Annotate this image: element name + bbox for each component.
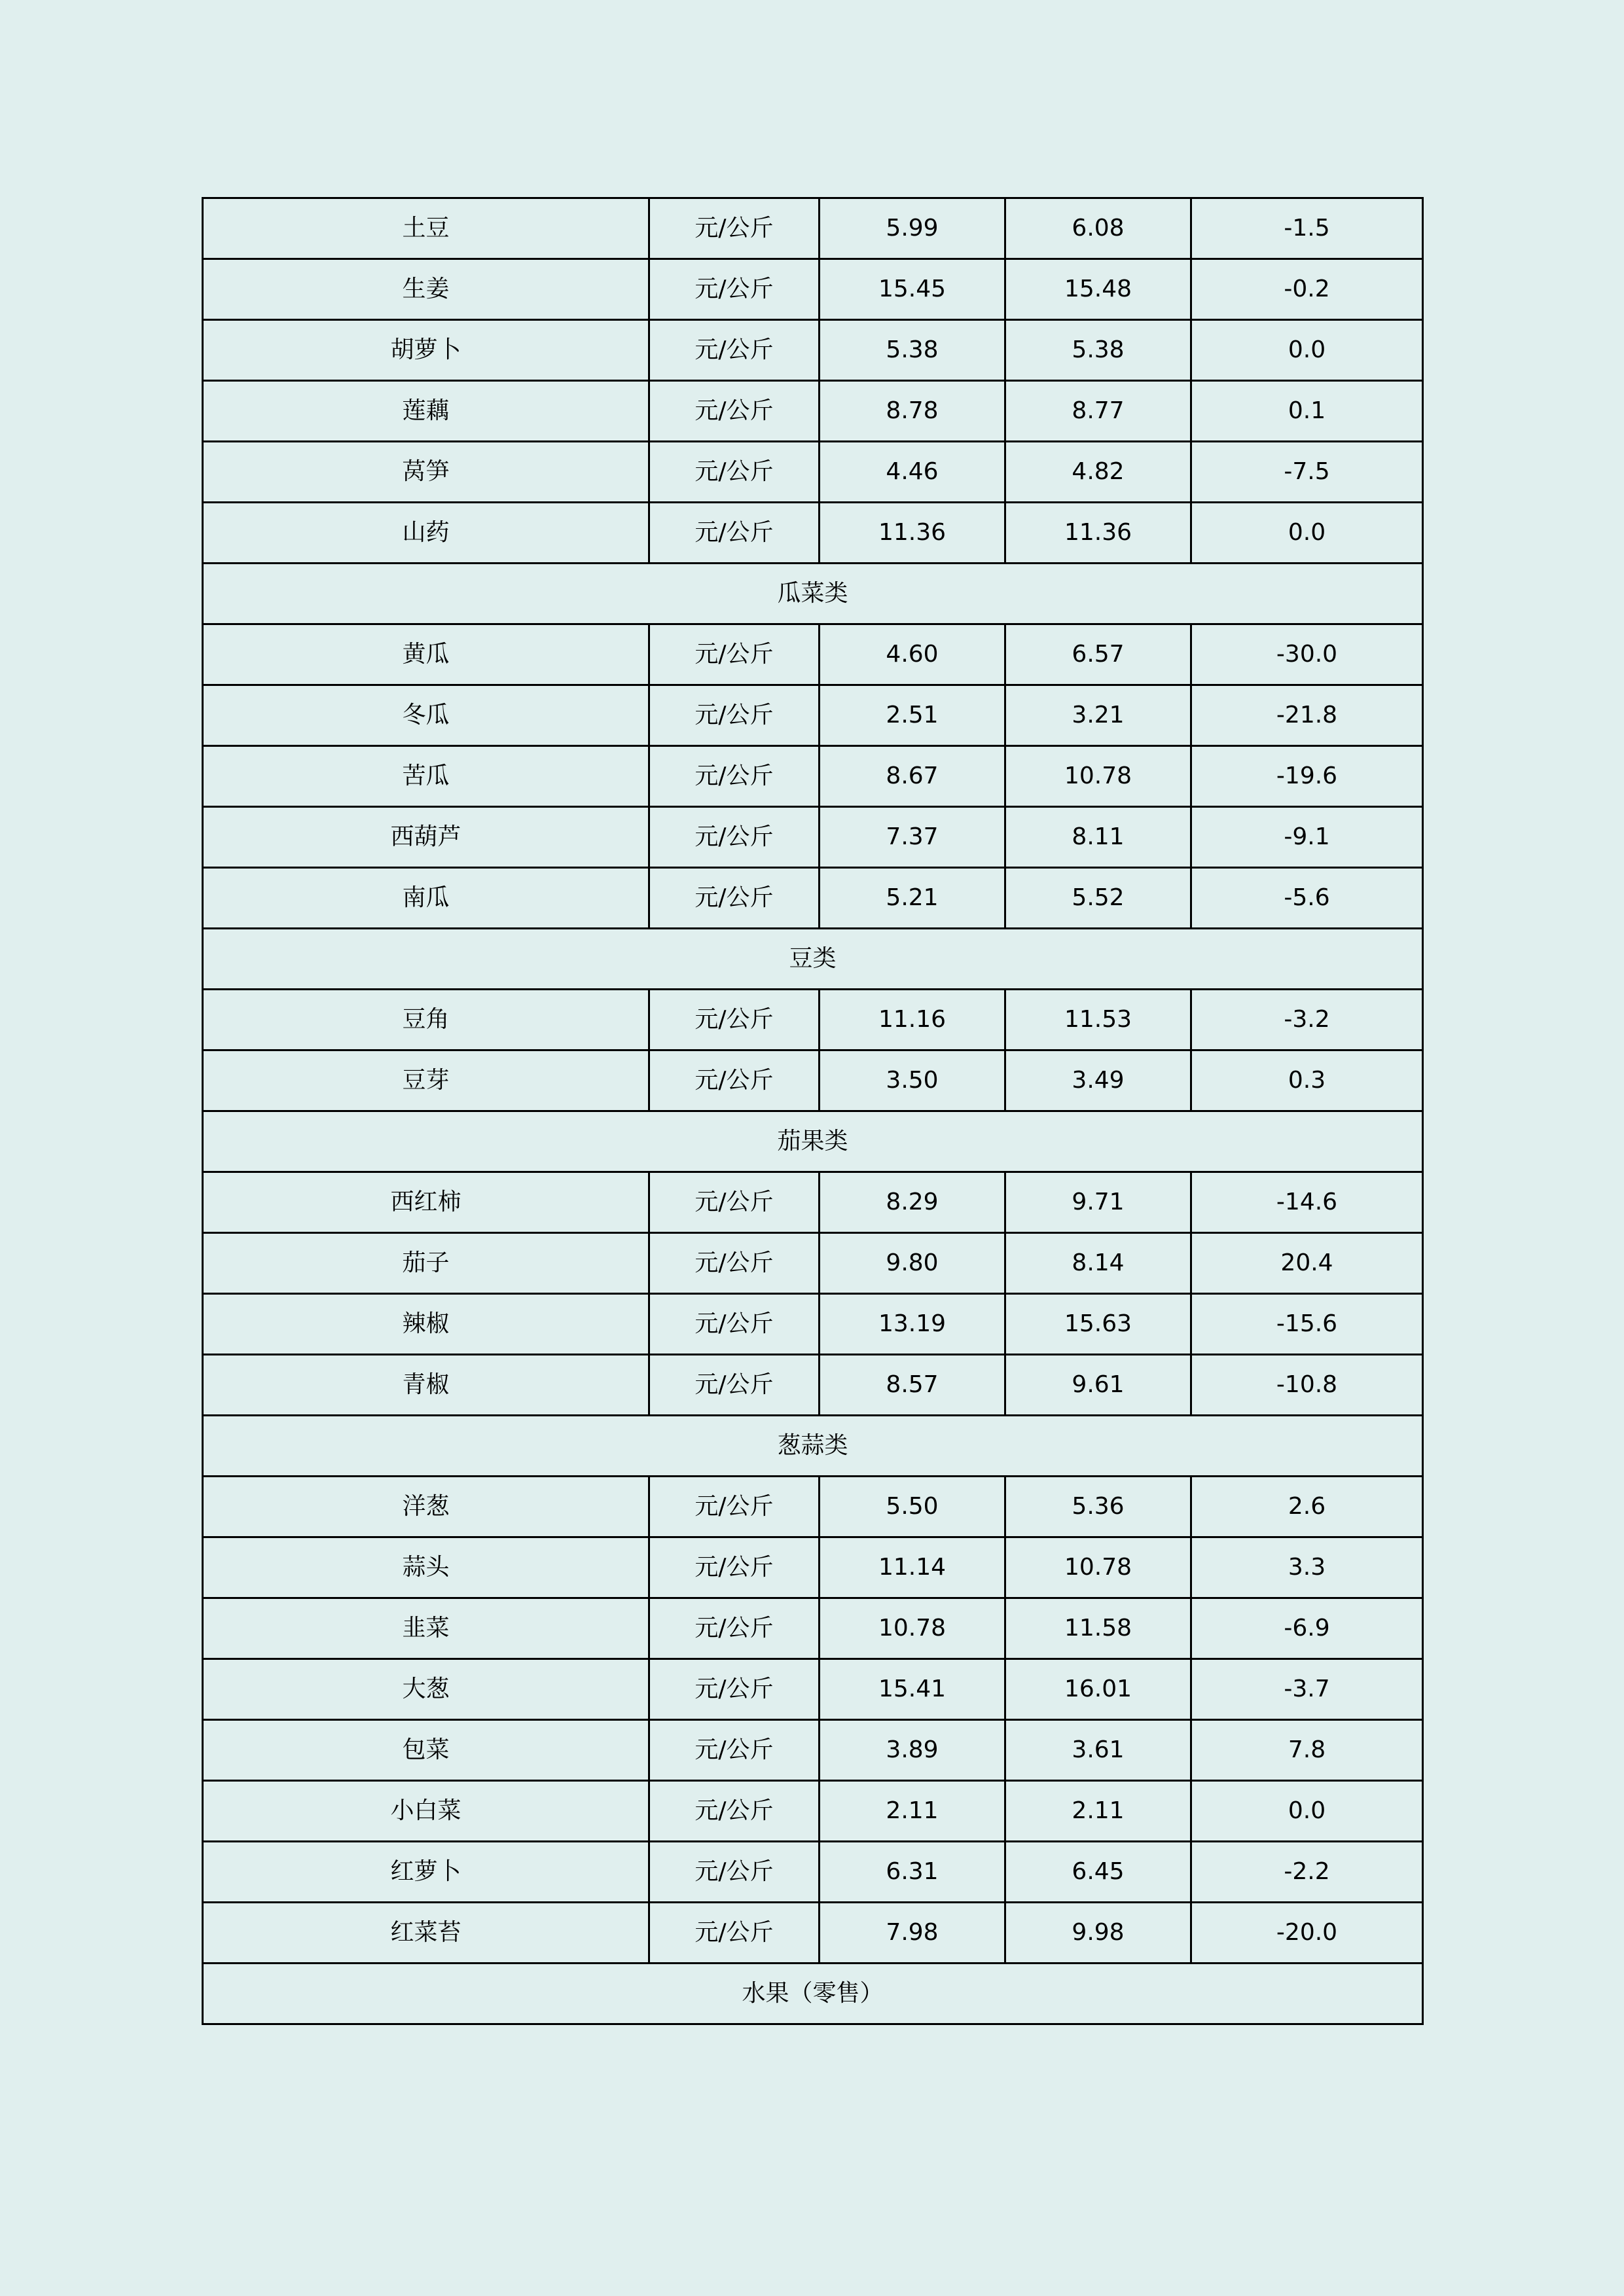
unit-cell: 元/公斤 xyxy=(649,320,820,381)
previous-price-cell: 2.11 xyxy=(1005,1781,1191,1842)
table-row xyxy=(203,259,1423,320)
table-row xyxy=(203,1477,1423,1537)
previous-price-cell: 11.58 xyxy=(1005,1598,1191,1659)
unit-cell: 元/公斤 xyxy=(649,1477,820,1537)
item-name-cell: 韭菜 xyxy=(203,1598,649,1659)
change-percent-cell: -20.0 xyxy=(1191,1903,1423,1964)
category-label: 豆类 xyxy=(203,929,1423,990)
table-row xyxy=(203,1781,1423,1842)
unit-cell: 元/公斤 xyxy=(649,868,820,929)
change-percent-cell: -30.0 xyxy=(1191,624,1423,685)
item-name-cell: 红菜苔 xyxy=(203,1903,649,1964)
change-percent-cell: 2.6 xyxy=(1191,1477,1423,1537)
change-percent-cell: 3.3 xyxy=(1191,1537,1423,1598)
category-label: 水果（零售） xyxy=(203,1964,1423,2024)
current-price-cell: 5.99 xyxy=(820,198,1005,259)
change-percent-cell: 0.0 xyxy=(1191,320,1423,381)
previous-price-cell: 6.57 xyxy=(1005,624,1191,685)
current-price-cell: 5.50 xyxy=(820,1477,1005,1537)
table-row xyxy=(203,746,1423,807)
current-price-cell: 8.57 xyxy=(820,1355,1005,1416)
unit-cell: 元/公斤 xyxy=(649,1172,820,1233)
current-price-cell: 11.16 xyxy=(820,990,1005,1050)
previous-price-cell: 3.61 xyxy=(1005,1720,1191,1781)
category-row xyxy=(203,564,1423,624)
item-name-cell: 西红柿 xyxy=(203,1172,649,1233)
item-name-cell: 冬瓜 xyxy=(203,685,649,746)
unit-cell: 元/公斤 xyxy=(649,1598,820,1659)
current-price-cell: 8.78 xyxy=(820,381,1005,442)
category-label: 茄果类 xyxy=(203,1111,1423,1172)
previous-price-cell: 3.21 xyxy=(1005,685,1191,746)
previous-price-cell: 6.08 xyxy=(1005,198,1191,259)
change-percent-cell: 0.0 xyxy=(1191,1781,1423,1842)
current-price-cell: 4.60 xyxy=(820,624,1005,685)
category-row xyxy=(203,1416,1423,1477)
table-row xyxy=(203,442,1423,503)
change-percent-cell: -10.8 xyxy=(1191,1355,1423,1416)
item-name-cell: 胡萝卜 xyxy=(203,320,649,381)
item-name-cell: 山药 xyxy=(203,503,649,564)
change-percent-cell: 0.0 xyxy=(1191,503,1423,564)
table-row xyxy=(203,1659,1423,1720)
unit-cell: 元/公斤 xyxy=(649,381,820,442)
unit-cell: 元/公斤 xyxy=(649,624,820,685)
unit-cell: 元/公斤 xyxy=(649,807,820,868)
current-price-cell: 13.19 xyxy=(820,1294,1005,1355)
category-row xyxy=(203,1964,1423,2024)
item-name-cell: 包菜 xyxy=(203,1720,649,1781)
current-price-cell: 15.45 xyxy=(820,259,1005,320)
item-name-cell: 西葫芦 xyxy=(203,807,649,868)
current-price-cell: 15.41 xyxy=(820,1659,1005,1720)
unit-cell: 元/公斤 xyxy=(649,198,820,259)
table-row xyxy=(203,1355,1423,1416)
table-row xyxy=(203,868,1423,929)
previous-price-cell: 15.63 xyxy=(1005,1294,1191,1355)
unit-cell: 元/公斤 xyxy=(649,1842,820,1903)
current-price-cell: 8.67 xyxy=(820,746,1005,807)
change-percent-cell: -3.2 xyxy=(1191,990,1423,1050)
change-percent-cell: 20.4 xyxy=(1191,1233,1423,1294)
item-name-cell: 辣椒 xyxy=(203,1294,649,1355)
category-row xyxy=(203,929,1423,990)
item-name-cell: 土豆 xyxy=(203,198,649,259)
category-row xyxy=(203,1111,1423,1172)
unit-cell: 元/公斤 xyxy=(649,1294,820,1355)
current-price-cell: 5.21 xyxy=(820,868,1005,929)
current-price-cell: 7.98 xyxy=(820,1903,1005,1964)
item-name-cell: 豆角 xyxy=(203,990,649,1050)
change-percent-cell: -5.6 xyxy=(1191,868,1423,929)
change-percent-cell: -14.6 xyxy=(1191,1172,1423,1233)
price-table xyxy=(202,197,1424,2025)
item-name-cell: 苦瓜 xyxy=(203,746,649,807)
unit-cell: 元/公斤 xyxy=(649,746,820,807)
item-name-cell: 红萝卜 xyxy=(203,1842,649,1903)
item-name-cell: 生姜 xyxy=(203,259,649,320)
previous-price-cell: 5.36 xyxy=(1005,1477,1191,1537)
unit-cell: 元/公斤 xyxy=(649,259,820,320)
current-price-cell: 11.14 xyxy=(820,1537,1005,1598)
item-name-cell: 大葱 xyxy=(203,1659,649,1720)
change-percent-cell: -21.8 xyxy=(1191,685,1423,746)
change-percent-cell: 7.8 xyxy=(1191,1720,1423,1781)
unit-cell: 元/公斤 xyxy=(649,1050,820,1111)
table-row xyxy=(203,990,1423,1050)
previous-price-cell: 9.61 xyxy=(1005,1355,1191,1416)
change-percent-cell: -3.7 xyxy=(1191,1659,1423,1720)
table-row xyxy=(203,685,1423,746)
previous-price-cell: 6.45 xyxy=(1005,1842,1191,1903)
current-price-cell: 4.46 xyxy=(820,442,1005,503)
table-row xyxy=(203,1537,1423,1598)
item-name-cell: 蒜头 xyxy=(203,1537,649,1598)
previous-price-cell: 16.01 xyxy=(1005,1659,1191,1720)
table-row xyxy=(203,1720,1423,1781)
previous-price-cell: 5.38 xyxy=(1005,320,1191,381)
current-price-cell: 2.11 xyxy=(820,1781,1005,1842)
change-percent-cell: 0.1 xyxy=(1191,381,1423,442)
unit-cell: 元/公斤 xyxy=(649,1781,820,1842)
change-percent-cell: -19.6 xyxy=(1191,746,1423,807)
change-percent-cell: -2.2 xyxy=(1191,1842,1423,1903)
previous-price-cell: 3.49 xyxy=(1005,1050,1191,1111)
current-price-cell: 9.80 xyxy=(820,1233,1005,1294)
unit-cell: 元/公斤 xyxy=(649,1659,820,1720)
previous-price-cell: 11.53 xyxy=(1005,990,1191,1050)
unit-cell: 元/公斤 xyxy=(649,442,820,503)
change-percent-cell: -7.5 xyxy=(1191,442,1423,503)
change-percent-cell: -1.5 xyxy=(1191,198,1423,259)
change-percent-cell: -6.9 xyxy=(1191,1598,1423,1659)
table-row xyxy=(203,1842,1423,1903)
table-row xyxy=(203,320,1423,381)
change-percent-cell: -15.6 xyxy=(1191,1294,1423,1355)
change-percent-cell: 0.3 xyxy=(1191,1050,1423,1111)
previous-price-cell: 10.78 xyxy=(1005,1537,1191,1598)
previous-price-cell: 5.52 xyxy=(1005,868,1191,929)
table-row xyxy=(203,381,1423,442)
change-percent-cell: -0.2 xyxy=(1191,259,1423,320)
table-row xyxy=(203,1903,1423,1964)
previous-price-cell: 4.82 xyxy=(1005,442,1191,503)
item-name-cell: 莲藕 xyxy=(203,381,649,442)
unit-cell: 元/公斤 xyxy=(649,685,820,746)
table-row xyxy=(203,503,1423,564)
change-percent-cell: -9.1 xyxy=(1191,807,1423,868)
previous-price-cell: 15.48 xyxy=(1005,259,1191,320)
current-price-cell: 6.31 xyxy=(820,1842,1005,1903)
unit-cell: 元/公斤 xyxy=(649,990,820,1050)
table-row xyxy=(203,624,1423,685)
table-row xyxy=(203,1050,1423,1111)
unit-cell: 元/公斤 xyxy=(649,503,820,564)
previous-price-cell: 8.77 xyxy=(1005,381,1191,442)
current-price-cell: 3.50 xyxy=(820,1050,1005,1111)
current-price-cell: 5.38 xyxy=(820,320,1005,381)
table-row xyxy=(203,1294,1423,1355)
previous-price-cell: 8.14 xyxy=(1005,1233,1191,1294)
table-row xyxy=(203,807,1423,868)
table-row xyxy=(203,1172,1423,1233)
category-label: 葱蒜类 xyxy=(203,1416,1423,1477)
current-price-cell: 2.51 xyxy=(820,685,1005,746)
item-name-cell: 青椒 xyxy=(203,1355,649,1416)
unit-cell: 元/公斤 xyxy=(649,1537,820,1598)
item-name-cell: 莴笋 xyxy=(203,442,649,503)
unit-cell: 元/公斤 xyxy=(649,1720,820,1781)
current-price-cell: 11.36 xyxy=(820,503,1005,564)
current-price-cell: 7.37 xyxy=(820,807,1005,868)
previous-price-cell: 8.11 xyxy=(1005,807,1191,868)
unit-cell: 元/公斤 xyxy=(649,1903,820,1964)
item-name-cell: 洋葱 xyxy=(203,1477,649,1537)
unit-cell: 元/公斤 xyxy=(649,1355,820,1416)
previous-price-cell: 9.98 xyxy=(1005,1903,1191,1964)
previous-price-cell: 9.71 xyxy=(1005,1172,1191,1233)
item-name-cell: 茄子 xyxy=(203,1233,649,1294)
previous-price-cell: 10.78 xyxy=(1005,746,1191,807)
category-label: 瓜菜类 xyxy=(203,564,1423,624)
table-row xyxy=(203,1598,1423,1659)
item-name-cell: 小白菜 xyxy=(203,1781,649,1842)
current-price-cell: 3.89 xyxy=(820,1720,1005,1781)
current-price-cell: 10.78 xyxy=(820,1598,1005,1659)
current-price-cell: 8.29 xyxy=(820,1172,1005,1233)
previous-price-cell: 11.36 xyxy=(1005,503,1191,564)
item-name-cell: 南瓜 xyxy=(203,868,649,929)
price-table-body xyxy=(203,198,1423,2024)
table-row xyxy=(203,198,1423,259)
table-row xyxy=(203,1233,1423,1294)
unit-cell: 元/公斤 xyxy=(649,1233,820,1294)
item-name-cell: 黄瓜 xyxy=(203,624,649,685)
item-name-cell: 豆芽 xyxy=(203,1050,649,1111)
